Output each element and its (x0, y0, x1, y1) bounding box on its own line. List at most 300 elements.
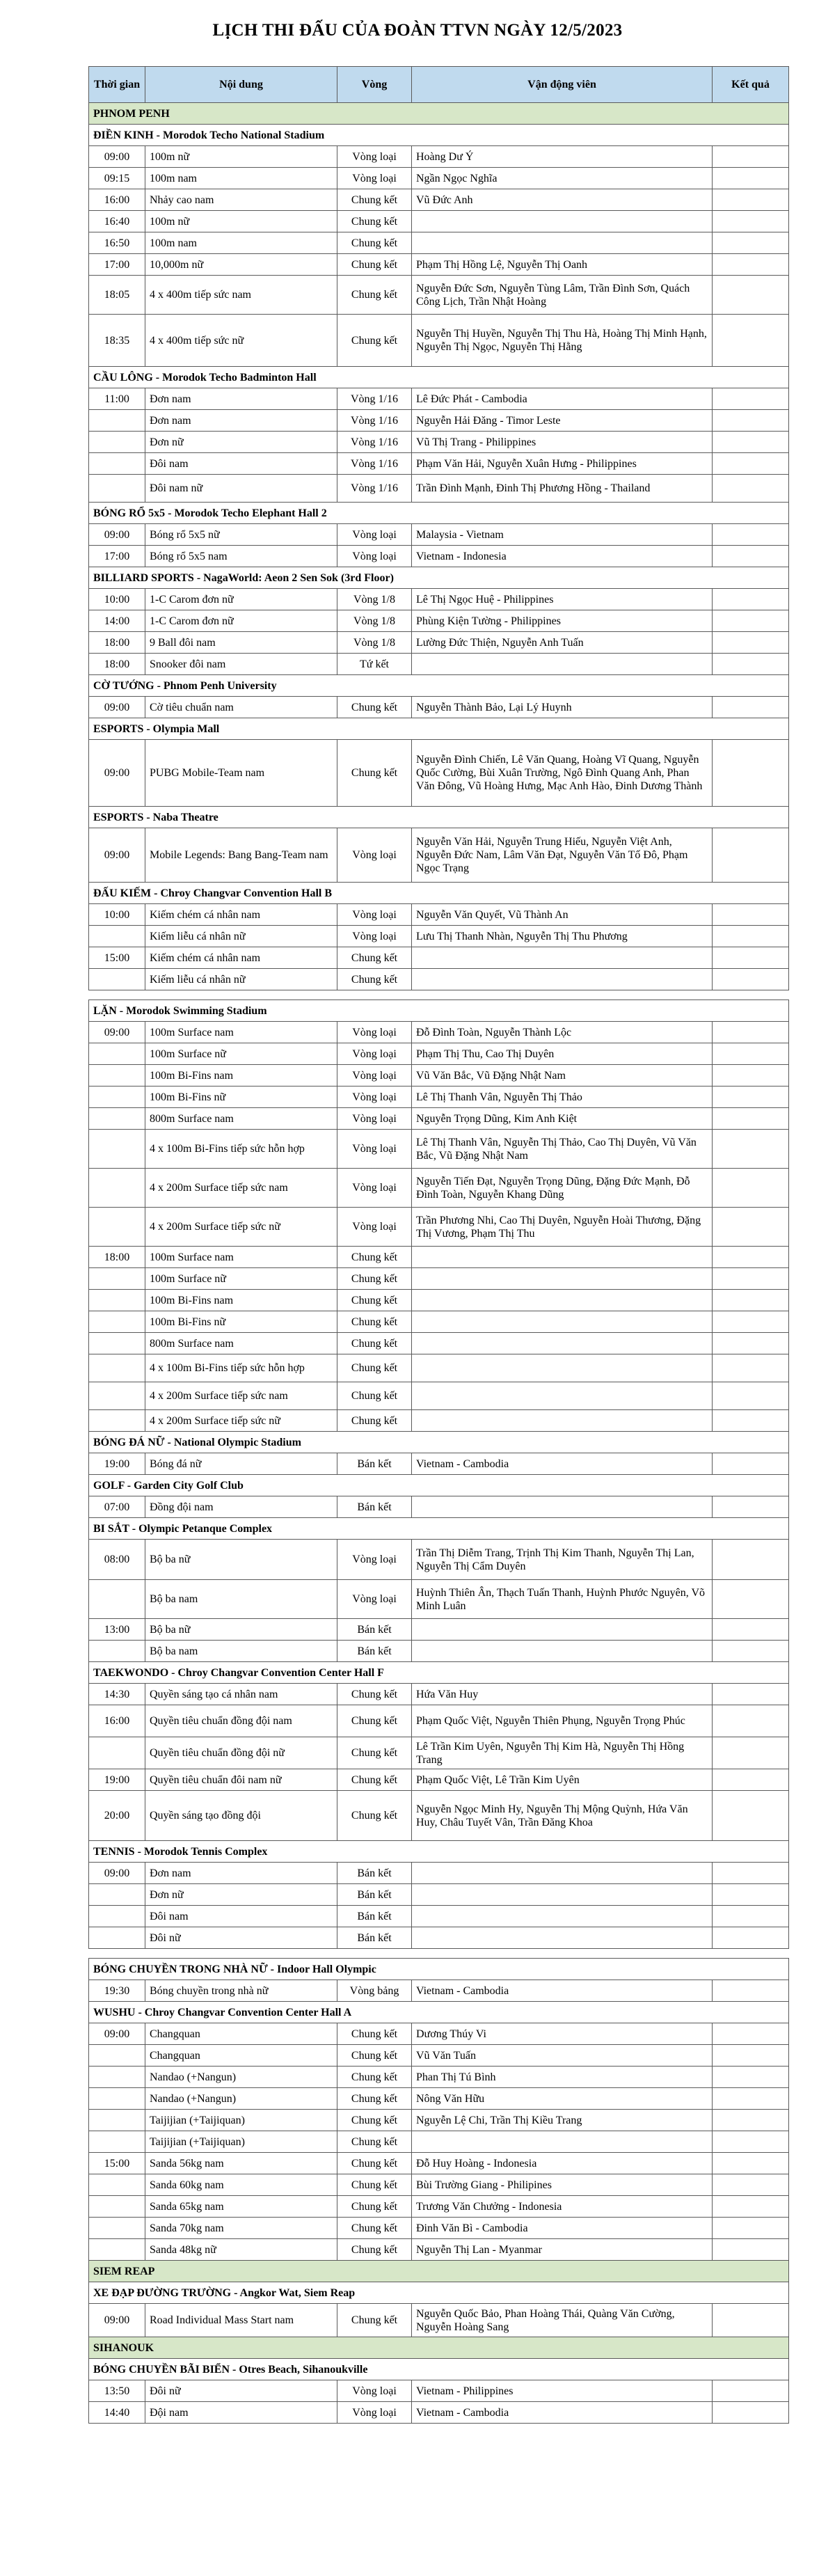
round-cell: Chung kết (337, 740, 412, 807)
venue-title: LẶN - Morodok Swimming Stadium (89, 1000, 789, 1022)
athletes-cell: Hoàng Dư Ý (412, 146, 713, 168)
event-cell: 10,000m nữ (145, 254, 337, 276)
athletes-cell (412, 1311, 713, 1333)
time-cell: 10:00 (89, 904, 145, 926)
athletes-cell: Nguyễn Hải Đăng - Timor Leste (412, 410, 713, 432)
time-cell (89, 1290, 145, 1311)
event-cell: 100m Bi-Fins nữ (145, 1311, 337, 1333)
round-cell: Chung kết (337, 697, 412, 718)
event-cell: Đôi nữ (145, 1927, 337, 1949)
round-cell: Chung kết (337, 2196, 412, 2218)
event-cell: 4 x 200m Surface tiếp sức nữ (145, 1208, 337, 1247)
round-cell: Bán kết (337, 1619, 412, 1641)
event-cell: Nandao (+Nangun) (145, 2067, 337, 2088)
event-cell: Đồng đội nam (145, 1496, 337, 1518)
time-cell (89, 453, 145, 475)
result-cell (713, 475, 789, 503)
result-cell (713, 524, 789, 546)
time-cell (89, 432, 145, 453)
event-cell: 4 x 400m tiếp sức nam (145, 276, 337, 315)
time-cell: 07:00 (89, 1496, 145, 1518)
event-cell: Bộ ba nam (145, 1580, 337, 1619)
round-cell: Chung kết (337, 1410, 412, 1432)
result-cell (713, 1791, 789, 1841)
result-cell (713, 432, 789, 453)
athletes-cell: Đỗ Đình Toàn, Nguyễn Thành Lộc (412, 1022, 713, 1043)
event-cell: Đơn nam (145, 388, 337, 410)
result-cell (713, 1290, 789, 1311)
round-cell: Chung kết (337, 1382, 412, 1410)
table-row (89, 610, 789, 632)
time-cell (89, 410, 145, 432)
time-cell: 18:00 (89, 1247, 145, 1268)
event-cell: 100m nữ (145, 146, 337, 168)
athletes-cell (412, 947, 713, 969)
result-cell (713, 1268, 789, 1290)
athletes-cell (412, 1333, 713, 1354)
table-row (89, 1268, 789, 1290)
table-row (89, 1927, 789, 1949)
result-cell (713, 969, 789, 990)
table-row (89, 453, 789, 475)
event-cell: Sanda 60kg nam (145, 2174, 337, 2196)
event-cell: Bóng đá nữ (145, 1453, 337, 1475)
table-row (89, 697, 789, 718)
round-cell: Chung kết (337, 2153, 412, 2174)
event-cell: Đơn nữ (145, 432, 337, 453)
result-cell (713, 2239, 789, 2261)
athletes-cell (412, 1354, 713, 1382)
venue-row (89, 807, 789, 828)
time-cell: 18:00 (89, 654, 145, 675)
athletes-cell: Trần Thị Diễm Trang, Trịnh Thị Kim Thanh, Nguyễn Thị Lan, Nguyễn Thị Cẩm Duyên (412, 1540, 713, 1580)
table-row (89, 232, 789, 254)
round-cell: Chung kết (337, 947, 412, 969)
time-cell (89, 969, 145, 990)
table-row (89, 276, 789, 315)
result-cell (713, 2196, 789, 2218)
result-cell (713, 2088, 789, 2110)
table-row (89, 1311, 789, 1333)
event-cell: Kiếm chém cá nhân nam (145, 947, 337, 969)
round-cell: Vòng loại (337, 168, 412, 189)
result-cell (713, 610, 789, 632)
event-cell: Quyền tiêu chuẩn đồng đội nữ (145, 1737, 337, 1769)
round-cell: Vòng loại (337, 1108, 412, 1130)
table-row (89, 1737, 789, 1769)
result-cell (713, 947, 789, 969)
table-row (89, 1065, 789, 1086)
header-result: Kết quả (713, 67, 789, 103)
athletes-cell (412, 1496, 713, 1518)
table-row (89, 1043, 789, 1065)
result-cell (713, 315, 789, 367)
time-cell: 16:00 (89, 189, 145, 211)
athletes-cell: Nông Văn Hữu (412, 2088, 713, 2110)
round-cell: Vòng loại (337, 2380, 412, 2402)
venue-row (89, 1662, 789, 1684)
header-athletes: Vận động viên (412, 67, 713, 103)
athletes-cell: Trương Văn Chưởng - Indonesia (412, 2196, 713, 2218)
table-row (89, 146, 789, 168)
time-cell (89, 1208, 145, 1247)
time-cell: 08:00 (89, 1540, 145, 1580)
result-cell (713, 654, 789, 675)
round-cell: Vòng loại (337, 1065, 412, 1086)
time-cell (89, 1169, 145, 1208)
table-row (89, 654, 789, 675)
round-cell: Vòng 1/16 (337, 410, 412, 432)
athletes-cell: Lường Đức Thiện, Nguyễn Anh Tuấn (412, 632, 713, 654)
time-cell (89, 1906, 145, 1927)
table-row (89, 2088, 789, 2110)
round-cell: Vòng loại (337, 1580, 412, 1619)
result-cell (713, 1354, 789, 1382)
section-gap (89, 1949, 789, 1959)
time-cell: 19:00 (89, 1769, 145, 1791)
table-row (89, 1684, 789, 1705)
venue-row (89, 883, 789, 904)
event-cell: Quyền sáng tạo cá nhân nam (145, 1684, 337, 1705)
time-cell (89, 1927, 145, 1949)
athletes-cell (412, 1906, 713, 1927)
result-cell (713, 168, 789, 189)
result-cell (713, 1130, 789, 1169)
round-cell: Chung kết (337, 254, 412, 276)
athletes-cell (412, 1884, 713, 1906)
athletes-cell: Phạm Quốc Việt, Lê Trần Kim Uyên (412, 1769, 713, 1791)
time-cell: 14:00 (89, 610, 145, 632)
result-cell (713, 1980, 789, 2002)
event-cell: Đơn nam (145, 410, 337, 432)
athletes-cell: Bùi Trường Giang - Philipines (412, 2174, 713, 2196)
event-cell: 4 x 200m Surface tiếp sức nữ (145, 1410, 337, 1432)
round-cell: Chung kết (337, 276, 412, 315)
time-cell: 19:30 (89, 1980, 145, 2002)
result-cell (713, 410, 789, 432)
round-cell: Chung kết (337, 1684, 412, 1705)
venue-title: BÓNG RỔ 5x5 - Morodok Techo Elephant Hall 2 (89, 503, 789, 524)
table-row (89, 947, 789, 969)
round-cell: Chung kết (337, 211, 412, 232)
time-cell (89, 1737, 145, 1769)
venue-title: CẦU LÔNG - Morodok Techo Badminton Hall (89, 367, 789, 388)
time-cell: 09:00 (89, 740, 145, 807)
time-cell: 19:00 (89, 1453, 145, 1475)
result-cell (713, 2067, 789, 2088)
athletes-cell: Nguyễn Văn Hải, Nguyễn Trung Hiếu, Nguyễn Việt Anh, Nguyễn Đức Nam, Lâm Văn Đạt, Nguyễn Văn Tố Đô, Phạm Ngọc Trạng (412, 828, 713, 883)
table-row (89, 926, 789, 947)
event-cell: 100m Surface nữ (145, 1043, 337, 1065)
venue-title: XE ĐẠP ĐƯỜNG TRƯỜNG - Angkor Wat, Siem Reap (89, 2282, 789, 2304)
venue-title: BÓNG ĐÁ NỮ - National Olympic Stadium (89, 1432, 789, 1453)
table-row (89, 1333, 789, 1354)
region-row (89, 2337, 789, 2359)
round-cell: Vòng loại (337, 926, 412, 947)
time-cell (89, 1641, 145, 1662)
event-cell: Nhảy cao nam (145, 189, 337, 211)
athletes-cell: Vũ Văn Tuấn (412, 2045, 713, 2067)
result-cell (713, 1169, 789, 1208)
round-cell: Chung kết (337, 1737, 412, 1769)
venue-row (89, 1959, 789, 1980)
venue-row (89, 2359, 789, 2380)
time-cell (89, 1065, 145, 1086)
result-cell (713, 2218, 789, 2239)
athletes-cell: Ngần Ngọc Nghĩa (412, 168, 713, 189)
athletes-cell: Malaysia - Vietnam (412, 524, 713, 546)
venue-row (89, 1475, 789, 1496)
table-row (89, 969, 789, 990)
athletes-cell: Vietnam - Philippines (412, 2380, 713, 2402)
event-cell: 4 x 100m Bi-Fins tiếp sức hỗn hợp (145, 1130, 337, 1169)
event-cell: 1-C Carom đơn nữ (145, 589, 337, 610)
page-title: LỊCH THI ĐẤU CỦA ĐOÀN TTVN NGÀY 12/5/2023 (212, 21, 623, 40)
time-cell: 14:30 (89, 1684, 145, 1705)
venue-title: ESPORTS - Naba Theatre (89, 807, 789, 828)
event-cell: Đôi nam (145, 1906, 337, 1927)
athletes-cell (412, 1290, 713, 1311)
athletes-cell: Phùng Kiện Tường - Philippines (412, 610, 713, 632)
event-cell: 100m Bi-Fins nam (145, 1290, 337, 1311)
gap-cell (89, 990, 789, 1000)
round-cell: Chung kết (337, 2023, 412, 2045)
result-cell (713, 1043, 789, 1065)
result-cell (713, 2304, 789, 2337)
round-cell: Chung kết (337, 2304, 412, 2337)
table-row (89, 1863, 789, 1884)
time-cell (89, 2196, 145, 2218)
round-cell: Chung kết (337, 1769, 412, 1791)
round-cell: Chung kết (337, 189, 412, 211)
athletes-cell (412, 1268, 713, 1290)
region-title: PHNOM PENH (89, 103, 789, 125)
table-row (89, 2380, 789, 2402)
result-cell (713, 1684, 789, 1705)
table-row (89, 2067, 789, 2088)
time-cell: 11:00 (89, 388, 145, 410)
result-cell (713, 926, 789, 947)
round-cell: Vòng loại (337, 2402, 412, 2424)
time-cell (89, 1333, 145, 1354)
athletes-cell: Nguyễn Trọng Dũng, Kim Anh Kiệt (412, 1108, 713, 1130)
result-cell (713, 1641, 789, 1662)
round-cell: Vòng loại (337, 1130, 412, 1169)
venue-row (89, 675, 789, 697)
venue-row (89, 503, 789, 524)
athletes-cell: Lê Thị Thanh Vân, Nguyễn Thị Thảo (412, 1086, 713, 1108)
event-cell: 100m nam (145, 232, 337, 254)
table-row (89, 2023, 789, 2045)
event-cell: Bộ ba nữ (145, 1540, 337, 1580)
round-cell: Bán kết (337, 1884, 412, 1906)
athletes-cell: Phạm Quốc Việt, Nguyễn Thiên Phụng, Nguyễn Trọng Phúc (412, 1705, 713, 1737)
athletes-cell (412, 969, 713, 990)
region-title: SIHANOUK (89, 2337, 789, 2359)
result-cell (713, 388, 789, 410)
table-row (89, 1022, 789, 1043)
venue-row (89, 1000, 789, 1022)
event-cell: 4 x 200m Surface tiếp sức nam (145, 1169, 337, 1208)
result-cell (713, 1540, 789, 1580)
time-cell (89, 1268, 145, 1290)
venue-row (89, 567, 789, 589)
event-cell: Kiếm chém cá nhân nam (145, 904, 337, 926)
round-cell: Chung kết (337, 2131, 412, 2153)
athletes-cell: Nguyễn Lệ Chi, Trần Thị Kiều Trang (412, 2110, 713, 2131)
athletes-cell: Nguyễn Tiến Đạt, Nguyễn Trọng Dũng, Đặng Đức Mạnh, Đỗ Đình Toàn, Nguyễn Khang Dũng (412, 1169, 713, 1208)
round-cell: Chung kết (337, 315, 412, 367)
table-row (89, 1641, 789, 1662)
athletes-cell: Đinh Văn Bì - Cambodia (412, 2218, 713, 2239)
event-cell: 100m Surface nam (145, 1022, 337, 1043)
round-cell: Chung kết (337, 2045, 412, 2067)
venue-row (89, 367, 789, 388)
header-time: Thời gian (89, 67, 145, 103)
result-cell (713, 1065, 789, 1086)
time-cell (89, 1108, 145, 1130)
event-cell: 9 Ball đôi nam (145, 632, 337, 654)
table-row (89, 1791, 789, 1841)
event-cell: Bộ ba nữ (145, 1619, 337, 1641)
table-row (89, 1769, 789, 1791)
athletes-cell: Phan Thị Tú Bình (412, 2067, 713, 2088)
section-gap (89, 990, 789, 1000)
time-cell (89, 1410, 145, 1432)
event-cell: Đôi nam nữ (145, 475, 337, 503)
table-row (89, 2218, 789, 2239)
event-cell: Đôi nữ (145, 2380, 337, 2402)
table-row (89, 1247, 789, 1268)
table-row (89, 1619, 789, 1641)
table-row (89, 2131, 789, 2153)
athletes-cell: Trần Phương Nhi, Cao Thị Duyên, Nguyễn Hoài Thương, Đặng Thị Vương, Phạm Thị Thu (412, 1208, 713, 1247)
venue-title: TENNIS - Morodok Tennis Complex (89, 1841, 789, 1863)
table-row (89, 632, 789, 654)
result-cell (713, 1737, 789, 1769)
event-cell: 4 x 200m Surface tiếp sức nam (145, 1382, 337, 1410)
athletes-cell (412, 1863, 713, 1884)
event-cell: Đôi nam (145, 453, 337, 475)
result-cell (713, 1496, 789, 1518)
round-cell: Vòng loại (337, 904, 412, 926)
event-cell: 100m Surface nam (145, 1247, 337, 1268)
round-cell: Vòng loại (337, 1208, 412, 1247)
round-cell: Vòng loại (337, 1086, 412, 1108)
time-cell: 17:00 (89, 546, 145, 567)
table-row (89, 1130, 789, 1169)
athletes-cell (412, 2131, 713, 2153)
time-cell: 18:00 (89, 632, 145, 654)
event-cell: Sanda 70kg nam (145, 2218, 337, 2239)
round-cell: Bán kết (337, 1927, 412, 1949)
table-row (89, 1108, 789, 1130)
round-cell: Vòng bảng (337, 1980, 412, 2002)
athletes-cell (412, 1247, 713, 1268)
table-row (89, 2045, 789, 2067)
athletes-cell: Lưu Thị Thanh Nhàn, Nguyễn Thị Thu Phương (412, 926, 713, 947)
event-cell: Bóng chuyền trong nhà nữ (145, 1980, 337, 2002)
athletes-cell: Trần Đình Mạnh, Đinh Thị Phương Hồng - Thailand (412, 475, 713, 503)
round-cell: Chung kết (337, 1333, 412, 1354)
athletes-cell (412, 232, 713, 254)
header-event: Nội dung (145, 67, 337, 103)
round-cell: Vòng 1/16 (337, 453, 412, 475)
time-cell (89, 926, 145, 947)
round-cell: Chung kết (337, 1290, 412, 1311)
event-cell: Sanda 48kg nữ (145, 2239, 337, 2261)
schedule-table (88, 66, 789, 2424)
result-cell (713, 1311, 789, 1333)
athletes-cell (412, 1410, 713, 1432)
venue-row (89, 1518, 789, 1540)
time-cell (89, 475, 145, 503)
result-cell (713, 1906, 789, 1927)
event-cell: Bóng rổ 5x5 nam (145, 546, 337, 567)
athletes-cell: Phạm Thị Hồng Lệ, Nguyễn Thị Oanh (412, 254, 713, 276)
table-row (89, 1169, 789, 1208)
athletes-cell: Nguyễn Thành Bảo, Lại Lý Huynh (412, 697, 713, 718)
table-row (89, 2110, 789, 2131)
event-cell: Quyền tiêu chuẩn đôi nam nữ (145, 1769, 337, 1791)
round-cell: Chung kết (337, 232, 412, 254)
time-cell (89, 2110, 145, 2131)
time-cell: 09:00 (89, 697, 145, 718)
table-row (89, 546, 789, 567)
table-row (89, 211, 789, 232)
round-cell: Vòng loại (337, 1540, 412, 1580)
time-cell: 16:00 (89, 1705, 145, 1737)
athletes-cell: Đỗ Huy Hoàng - Indonesia (412, 2153, 713, 2174)
round-cell: Chung kết (337, 1268, 412, 1290)
athletes-cell: Huỳnh Thiên Ân, Thạch Tuấn Thanh, Huỳnh Phước Nguyên, Võ Minh Luân (412, 1580, 713, 1619)
time-cell (89, 1382, 145, 1410)
event-cell: Taijijian (+Taijiquan) (145, 2110, 337, 2131)
table-row (89, 168, 789, 189)
event-cell: 100m Surface nữ (145, 1268, 337, 1290)
athletes-cell: Phạm Thị Thu, Cao Thị Duyên (412, 1043, 713, 1065)
athletes-cell: Vietnam - Cambodia (412, 1453, 713, 1475)
event-cell: Sanda 56kg nam (145, 2153, 337, 2174)
athletes-cell: Lê Thị Thanh Vân, Nguyễn Thị Thảo, Cao Thị Duyên, Vũ Văn Bắc, Vũ Đặng Nhật Nam (412, 1130, 713, 1169)
region-title: SIEM REAP (89, 2261, 789, 2282)
athletes-cell: Vũ Văn Bắc, Vũ Đặng Nhật Nam (412, 1065, 713, 1086)
venue-title: BILLIARD SPORTS - NagaWorld: Aeon 2 Sen Sok (3rd Floor) (89, 567, 789, 589)
venue-title: BÓNG CHUYỀN BÃI BIỂN - Otres Beach, Sihanoukville (89, 2359, 789, 2380)
time-cell (89, 2067, 145, 2088)
round-cell: Chung kết (337, 2239, 412, 2261)
venue-title: BÓNG CHUYỀN TRONG NHÀ NỮ - Indoor Hall Olympic (89, 1959, 789, 1980)
round-cell: Vòng 1/16 (337, 388, 412, 410)
table-row (89, 189, 789, 211)
result-cell (713, 1705, 789, 1737)
event-cell: Taijijian (+Taijiquan) (145, 2131, 337, 2153)
round-cell: Chung kết (337, 1247, 412, 1268)
table-row (89, 1540, 789, 1580)
venue-row (89, 1841, 789, 1863)
event-cell: PUBG Mobile-Team nam (145, 740, 337, 807)
result-cell (713, 1086, 789, 1108)
event-cell: Road Individual Mass Start nam (145, 2304, 337, 2337)
event-cell: Bộ ba nam (145, 1641, 337, 1662)
result-cell (713, 2110, 789, 2131)
result-cell (713, 1884, 789, 1906)
table-row (89, 2196, 789, 2218)
table-row (89, 410, 789, 432)
athletes-cell: Vietnam - Indonesia (412, 546, 713, 567)
schedule-body (89, 103, 789, 2424)
table-row (89, 1382, 789, 1410)
